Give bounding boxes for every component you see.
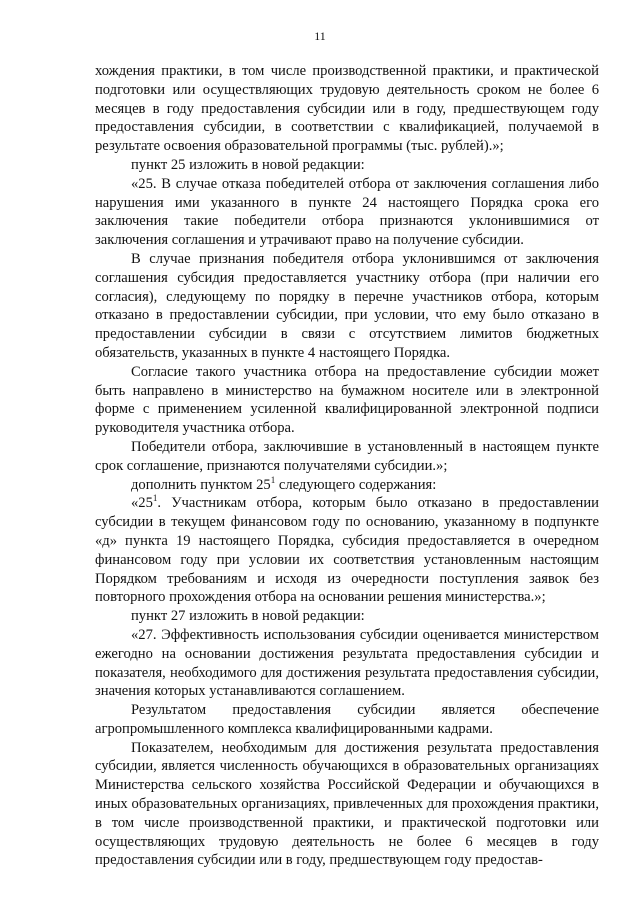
- document-body: [95, 62, 599, 870]
- paragraph-text: следующего содержания:: [275, 476, 437, 493]
- paragraph-continuation: хождения практики, в том числе производственной практики, и практической подготовки или осуществляющих трудовую деятельность сроком не более 6 месяцев в году предоставления субсидии или в году, предшествующем году предоставления субсидии, в соответствии с квалификацией, получаемой в результате освоения образовательной программы (тыс. рублей).»;: [95, 63, 599, 155]
- paragraph-instruction-point-25: пункт 25 изложить в новой редакции:: [131, 156, 365, 173]
- paragraph-text: «25: [131, 495, 153, 512]
- paragraph-result: Результатом предоставления субсидии является обеспечение агропромышленного комплекса квалифицированными кадрами.: [95, 702, 599, 737]
- superscript: 1: [270, 474, 276, 485]
- superscript: 1: [152, 493, 158, 504]
- paragraph-instruction-point-27: пункт 27 изложить в новой редакции:: [131, 608, 365, 625]
- paragraph-point-27: «27. Эффективность использования субсидии оценивается министерством ежегодно на основании достижения результата предоставления субсидии и показателя, необходимого для достижения результата предоставления субсидии, значения которых устанавливаются соглашением.: [95, 626, 599, 700]
- paragraph-winner-evasion: В случае признания победителя отбора уклонившимся от заключения соглашения субсидия предоставляется участнику отбора (при наличии его согласия), следующему по порядку в перечне участников отбора, которым отказано в предоставлении субсидии, при условии, что ему было отказано в предоставлении субсидии в связи с отсутствием лимитов бюджетных обязательств, указанных в пункте 4 настоящего Порядка.: [95, 250, 599, 361]
- paragraph-recipients: Победители отбора, заключившие в установленный в настоящем пункте срок соглашение, признаются получателями субсидии.»;: [95, 438, 599, 474]
- paragraph-instruction-point-25-1: [95, 476, 599, 495]
- page-number: 11: [314, 29, 326, 43]
- paragraph-consent: Согласие такого участника отбора на предоставление субсидии может быть направлено в министерство на бумажном носителе или в электронной форме с применением усиленной квалифицированной электронной подписи руководителя участника отбора.: [95, 363, 599, 437]
- paragraph-indicator: Показателем, необходимым для достижения результата предоставления субсидии, является численность обучающихся в образовательных организациях Министерства сельского хозяйства Российской Федерации и обучающихся в иных образовательных организациях, привлеченных для прохождения практики, в том числе производственной практики, и практической подготовки или осуществляющих трудовую деятельность не более 6 месяцев в году предоставления субсидии или в году, предшествующем году предостав-: [95, 739, 599, 869]
- paragraph-text: . Участникам отбора, которым было отказано в предоставлении субсидии в текущем финансовом году по основанию, указанному в подпункте «д» пункта 19 настоящего Порядка, субсидия предоставляется в очередном финансовом году при условии их соответствия установленным настоящим Порядком требованиям и исходя из очередности поступления заявок без повторного прохождения отбора на основании решения министерства.»;: [95, 495, 599, 606]
- paragraph-point-25: «25. В случае отказа победителей отбора от заключения соглашения либо нарушения ими указанного в пункте 24 настоящего Порядка срока его заключения такие победители отбора признаются уклонившимися от заключения соглашения и утрачивают право на получение субсидии.: [95, 175, 599, 249]
- paragraph-text: дополнить пунктом 25: [131, 476, 271, 493]
- paragraph-point-25-1: [95, 494, 599, 607]
